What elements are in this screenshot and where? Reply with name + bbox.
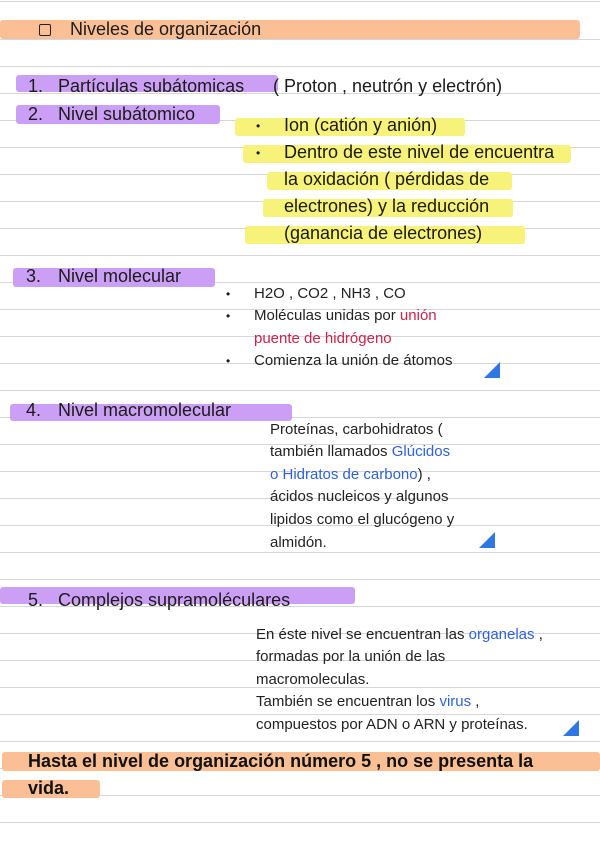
level-3-bullet-3: Comienza la unión de átomos [254,352,453,369]
bullet-icon: • [226,354,231,368]
level-5-blue-2: virus [439,693,472,710]
checkbox[interactable] [39,24,51,36]
conclusion-line-1: Hasta el nivel de organización número 5 , no se presenta la [28,751,534,771]
level-4-blue-1: Glúcidos [391,443,451,460]
level-5-line-3: macromoleculas. [256,671,370,688]
level-3-bullet-2-text: Moléculas unidas por [254,307,396,324]
level-1-number: 1. [28,76,44,96]
bullet-icon: • [226,309,231,323]
level-4-line-6: almidón. [270,534,327,551]
level-4-line-5: lipidos como el glucógeno y [270,511,455,528]
bullet-icon: • [226,287,231,301]
level-2-cont-1: la oxidación ( pérdidas de [284,169,490,189]
level-3-label: Nivel molecular [58,266,182,286]
level-2-cont-2: electrones) y la reducción [284,196,490,216]
resize-handle-icon[interactable] [484,362,500,378]
level-2-bullet-1: Ion (catión y anión) [284,115,438,135]
level-2-number: 2. [28,104,44,124]
level-3-bullet-1: H2O , CO2 , NH3 , CO [254,285,406,302]
page-title: Niveles de organización [70,19,262,39]
level-5-number: 5. [28,590,44,610]
level-5-line-5: compuestos por ADN o ARN y proteínas. [256,716,528,733]
level-2-bullet-2: Dentro de este nivel de encuentra [284,142,555,162]
level-5-label: Complejos supramoléculares [58,590,291,610]
level-4-line-2-text: también llamados [270,443,392,460]
level-4-line-3-text: ) , [417,466,431,483]
level-4-label: Nivel macromolecular [58,400,232,420]
level-4-line-2 [270,443,450,460]
level-2-label: Nivel subátomico [58,104,196,124]
level-5-line-4-end: , [471,693,480,710]
level-1-extra: ( Proton , neutrón y electrón) [273,76,503,96]
level-5-line-1-text: En éste nivel se encuentran las [256,626,469,643]
level-5-line-1-end: , [534,626,543,643]
level-5-blue-1: organelas [468,626,535,643]
resize-handle-icon[interactable] [563,720,579,736]
level-5-line-4-text: También se encuentran los [256,693,440,710]
level-1-label: Partículas subátomicas [58,76,245,96]
level-5-line-4 [256,693,479,710]
level-3-red-1: unión [399,307,437,324]
bullet-icon: • [256,119,261,133]
level-4-line-3 [270,466,431,483]
bullet-icon: • [256,146,261,160]
level-3-red-2: puente de hidrógeno [254,330,392,347]
level-3-bullet-2 [254,307,437,324]
level-5-line-2: formadas por la unión de las [256,648,446,665]
level-4-line-4: ácidos nucleicos y algunos [270,488,449,505]
resize-handle-icon[interactable] [479,532,495,548]
conclusion-line-2: vida. [28,778,70,798]
level-4-number: 4. [26,400,42,420]
level-5-line-1 [256,626,543,643]
level-4-blue-2: o Hidratos de carbono [270,466,418,483]
level-4-line-1: Proteínas, carbohidratos ( [270,421,443,438]
level-3-number: 3. [26,266,42,286]
level-2-cont-3: (ganancia de electrones) [284,223,483,243]
